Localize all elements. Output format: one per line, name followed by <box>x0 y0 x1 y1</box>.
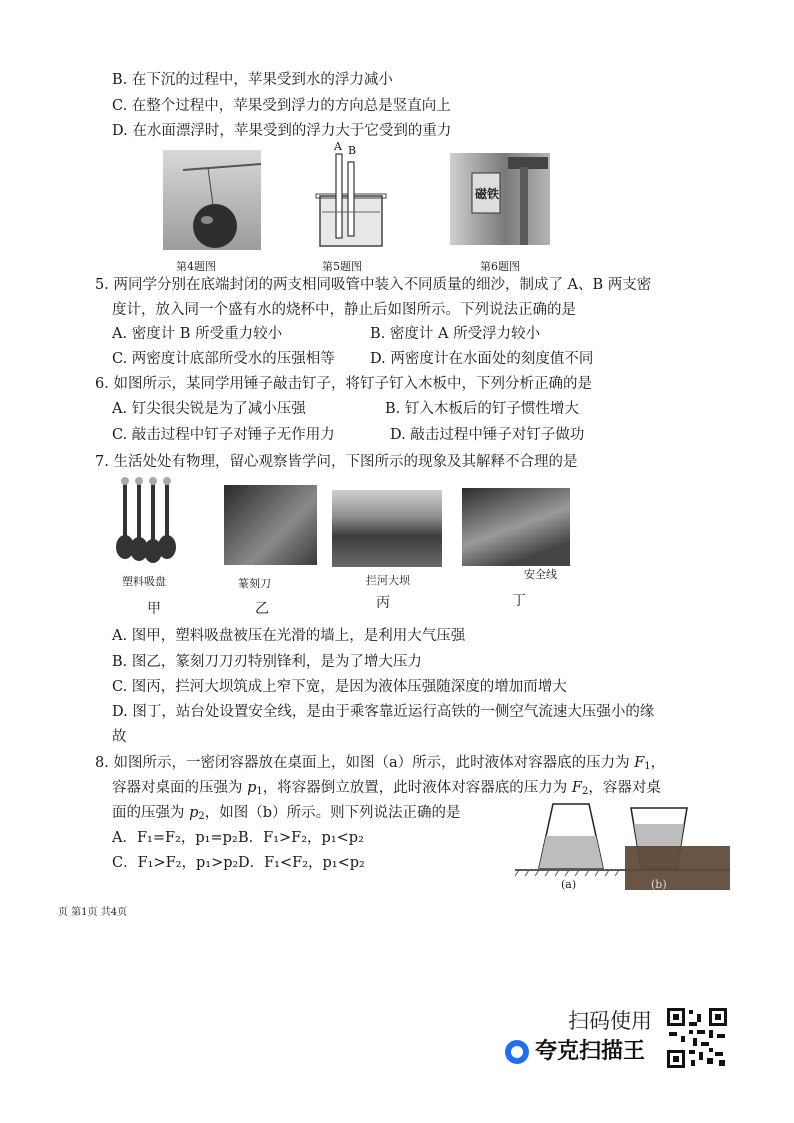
q7-option-c: C. 图丙，拦河大坝筑成上窄下宽，是因为液体压强随深度的增加而增大 <box>112 679 567 695</box>
hammer-icon <box>450 153 550 245</box>
q5-option-a: A. 密度计 B 所受重力较小 <box>112 326 283 342</box>
figure-6-hammer <box>450 153 550 245</box>
var-p: p <box>189 805 199 821</box>
q7-pic-label-1: 塑料吸盘 <box>122 575 166 588</box>
scanner-brand: 夸克扫描王 <box>535 1039 646 1064</box>
apple-icon <box>163 150 261 250</box>
q8-stem-line1: 8. 如图所示，一密闭容器放在桌面上，如图（a）所示，此时液体对容器底的压力为 $F_1$， <box>95 755 666 772</box>
figure-4-apple <box>163 150 261 250</box>
quark-logo-icon <box>505 1040 529 1064</box>
q7-pic-suction-cups <box>115 475 185 567</box>
figure-5-beaker <box>310 140 400 252</box>
q7-pic-label-3: 拦河大坝 <box>366 574 410 587</box>
q8-option-c: C．F₁>F₂，p₁>p₂ <box>112 855 239 871</box>
var-f: F <box>571 780 582 796</box>
q5-option-d: D. 两密度计在水面处的刻度值不同 <box>370 351 594 367</box>
magnet-label: 磁铁 <box>475 187 500 201</box>
q7-stem: 7. 生活处处有物理，留心观察皆学问，下图所示的现象及其解释不合理的是 <box>95 454 578 470</box>
q7-pic-name-4: 丁 <box>512 593 526 609</box>
q8-stem-line3 <box>112 803 461 827</box>
q6-option-b: B. 钉入木板后的钉子惯性增大 <box>385 401 579 417</box>
straw-label-a: A <box>334 140 342 153</box>
q8-option-a: A．F₁=F₂，p₁=p₂ <box>112 830 238 846</box>
q6-stem: 6. 如图所示，某同学用锤子敲击钉子，将钉子钉入木板中，下列分析正确的是 <box>95 376 592 392</box>
q7-option-d-line2: 故 <box>112 729 127 745</box>
q8-option-d: D．F₁<F₂，p₁<p₂ <box>238 855 365 871</box>
q8-stem-text: 容器对桌面的压强为 <box>112 780 248 796</box>
q8-stem-text: ，将容器倒立放置，此时液体对容器底的压力为 <box>262 780 572 796</box>
q6-option-d: D. 敲击过程中锤子对钉子做功 <box>390 427 585 443</box>
figure-6-caption: 第6题图 <box>480 260 520 273</box>
q8-stem-text: ，容器对桌 <box>588 780 661 796</box>
q5-option-c: C. 两密度计底部所受水的压强相等 <box>112 351 335 367</box>
sub-1: 1 <box>256 786 263 797</box>
q7-option-d-line1: D. 图丁，站台处设置安全线，是由于乘客靠近运行高铁的一侧空气流速大压强小的缘 <box>112 704 655 720</box>
q8-stem-text: ，如图（b）所示。则下列说法正确的是 <box>204 805 461 821</box>
q8-caption-b: (b) <box>651 878 667 891</box>
q5-stem-line2: 度计，放入同一个盛有水的烧杯中，静止后如图所示。下列说法正确的是 <box>112 302 576 318</box>
scanner-caption: 扫码使用 <box>568 1009 652 1033</box>
q7-pic-name-2: 乙 <box>255 601 269 617</box>
sub-2: 2 <box>198 811 205 822</box>
q7-pic-dam <box>332 490 442 567</box>
q8-stem-line2 <box>112 778 661 802</box>
q7-pic-name-1: 甲 <box>147 601 161 617</box>
q5-option-b: B. 密度计 A 所受浮力较小 <box>370 326 541 342</box>
q4-option-d: D. 在水面漂浮时，苹果受到的浮力大于它受到的重力 <box>112 123 452 139</box>
q7-pic-train-platform <box>462 488 570 566</box>
q7-option-a: A. 图甲，塑料吸盘被压在光滑的墙上，是利用大气压强 <box>112 628 466 644</box>
var-f: F <box>634 755 645 771</box>
figure-4-caption: 第4题图 <box>176 260 216 273</box>
q8-stem-text: 面的压强为 <box>112 805 190 821</box>
q5-stem-line1: 5. 两同学分别在底端封闭的两支相同吸管中装入不同质量的细沙，制成了 A、B 两支密 <box>95 277 652 293</box>
straw-label-b: B <box>348 144 357 157</box>
q7-option-b: B. 图乙，篆刻刀刀刃特别锋利，是为了增大压力 <box>112 654 422 670</box>
q4-option-c: C. 在整个过程中，苹果受到浮力的方向总是竖直向上 <box>112 98 451 114</box>
sub-2: 2 <box>581 786 589 797</box>
page-footer: 页 第1页 共4页 <box>58 907 128 918</box>
q7-pic-label-4: 安全线 <box>524 568 557 581</box>
q6-option-c: C. 敲击过程中钉子对锤子无作用力 <box>112 427 335 443</box>
var-p: p <box>247 780 257 796</box>
q6-option-a: A. 钉尖很尖锐是为了减小压强 <box>112 401 306 417</box>
q4-option-b: B. 在下沉的过程中，苹果受到水的浮力减小 <box>112 72 393 88</box>
qr-code-icon <box>667 1008 727 1068</box>
q7-pic-carving-knife <box>224 485 317 565</box>
sub-1: 1 <box>644 761 651 772</box>
q8-option-b: B．F₁>F₂，p₁<p₂ <box>238 830 364 846</box>
q8-figure-containers <box>515 800 730 895</box>
q7-pic-label-2: 篆刻刀 <box>238 577 271 590</box>
q8-caption-a: (a) <box>561 878 577 891</box>
figure-5-caption: 第5题图 <box>322 260 362 273</box>
q7-pic-name-3: 丙 <box>376 595 390 611</box>
q8-stem-text: 8. 如图所示，一密闭容器放在桌面上，如图（a）所示，此时液体对容器底的压力为 <box>95 755 635 771</box>
